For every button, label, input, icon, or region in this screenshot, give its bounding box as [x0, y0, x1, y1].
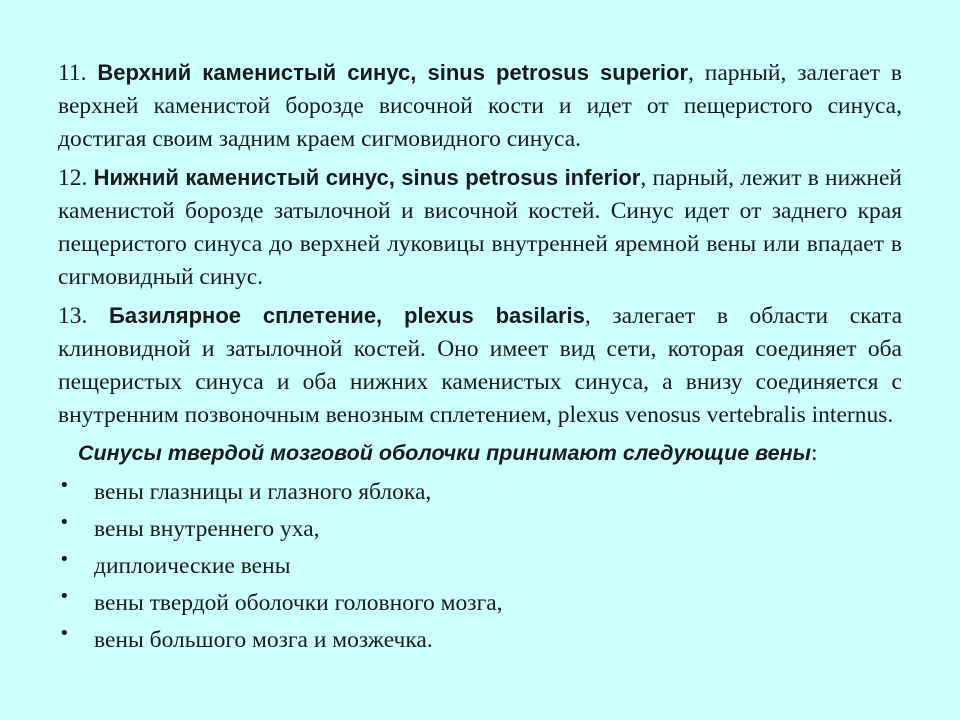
list-item — [58, 474, 902, 511]
list-item — [58, 622, 902, 659]
bullet-icon: • — [59, 623, 70, 644]
paragraph-inferior-petrosal-sinus — [58, 161, 902, 294]
list-item-text: вены глазницы и глазного яблока, — [94, 479, 432, 505]
paragraph-text: , парный, залегает в верхней каменистой борозде височной кости и идет от пещеристого синуса, достигая своим задним краем сигмовидного синуса. — [58, 60, 903, 152]
list-item-text: вены твердой оболочки головного мозга, — [94, 590, 503, 616]
bullet-icon: • — [59, 549, 70, 570]
list-item-text: диплоические вены — [94, 553, 291, 579]
paragraph-basilar-plexus — [58, 299, 902, 432]
bullet-icon: • — [59, 475, 70, 496]
slide-content — [58, 56, 902, 659]
veins-list — [58, 474, 902, 659]
paragraph-term: Базилярное сплетение, plexus basilaris — [109, 303, 585, 328]
veins-intro-text: Синусы твердой мозговой оболочки принимают следующие вены — [78, 441, 811, 465]
paragraph-number: 11. — [58, 60, 87, 86]
paragraph-text: , залегает в области ската клиновидной и затылочной костей. Оно имеет вид сети, которая соединяет оба пещеристых синуса и оба нижних каменистых синуса, а внизу соединяется с внутренним позвоночным венозным сплетением, plexus venosus vertebralis internus. — [58, 303, 903, 428]
paragraph-superior-petrosal-sinus — [58, 56, 902, 156]
paragraph-term: Нижний каменистый синус, sinus petrosus inferior — [93, 165, 641, 190]
paragraph-term: Верхний каменистый синус, sinus petrosus superior — [97, 60, 689, 85]
paragraph-text: , парный, лежит в нижней каменистой борозде затылочной и височной костей. Синус идет от заднего края пещеристого синуса до верхней луковицы внутренней яремной вены или впадает в сигмовидный синус. — [58, 165, 902, 290]
bullet-icon: • — [59, 586, 70, 607]
list-item — [58, 585, 902, 622]
list-item-text: вены большого мозга и мозжечка. — [94, 627, 433, 653]
paragraph-number: 13. — [58, 303, 88, 329]
paragraph-number: 12. — [58, 165, 88, 191]
list-item — [58, 548, 902, 585]
veins-intro — [78, 437, 902, 470]
bullet-icon: • — [59, 512, 70, 533]
veins-intro-suffix: : — [810, 440, 818, 466]
list-item-text: вены внутреннего уха, — [94, 516, 320, 542]
list-item — [58, 511, 902, 548]
